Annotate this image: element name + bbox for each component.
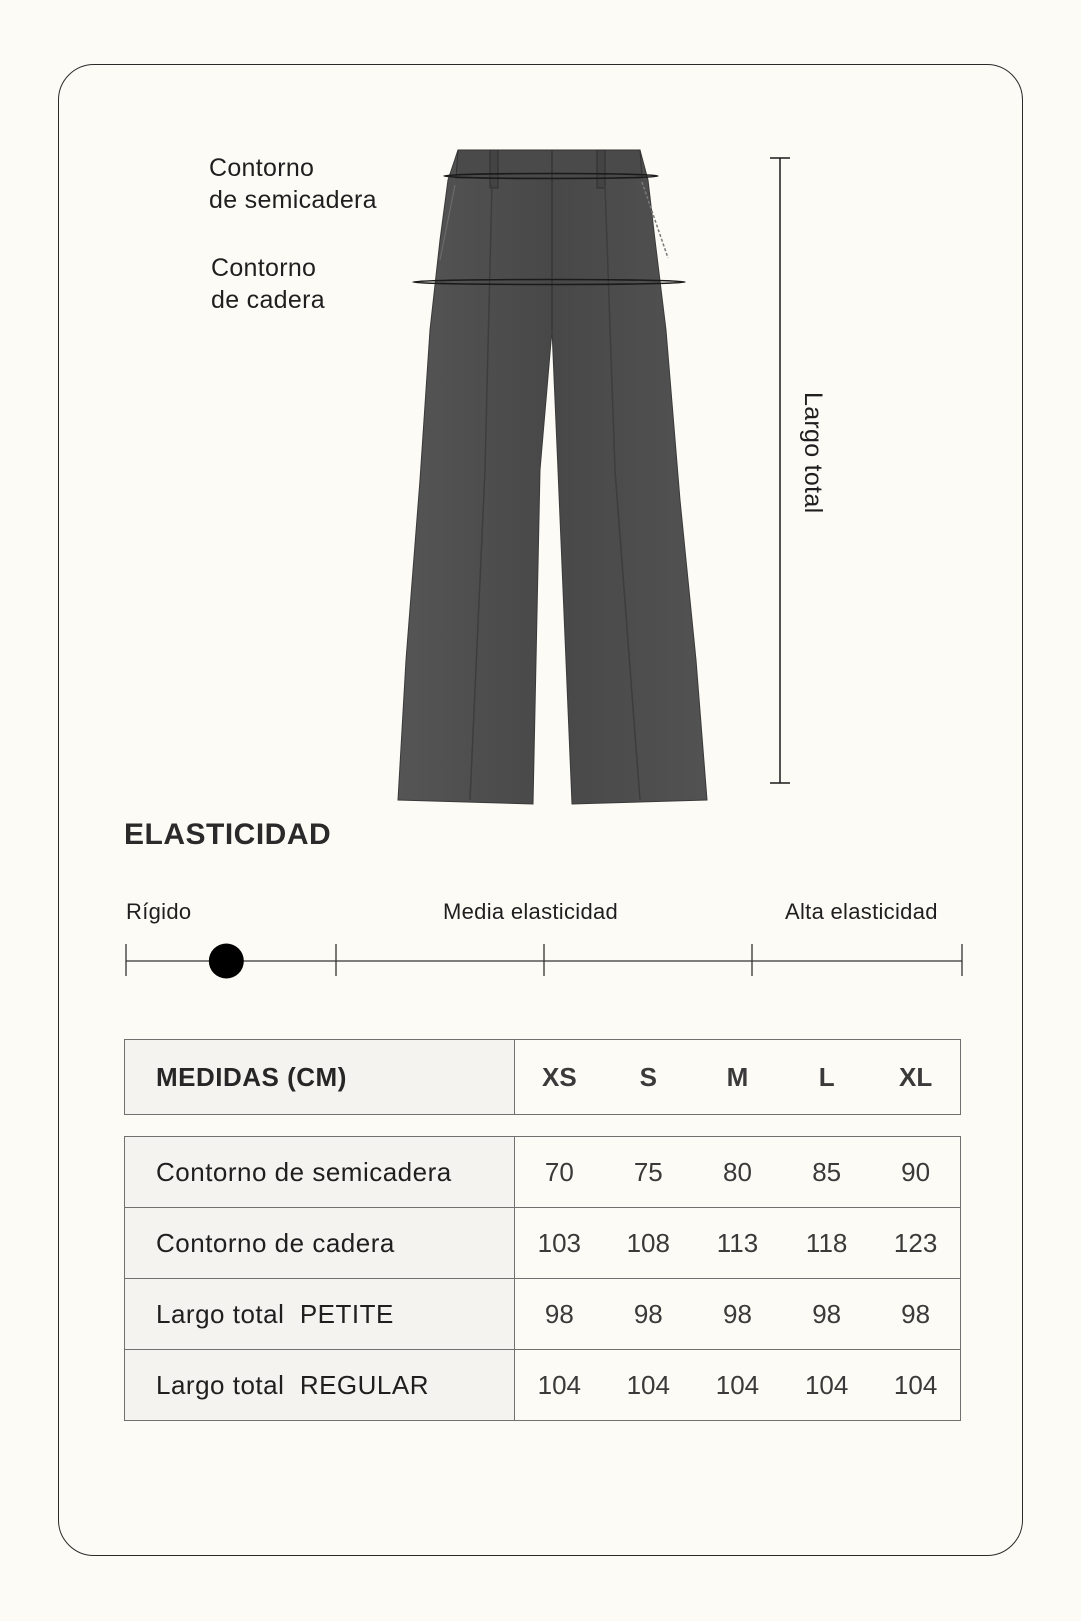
cell-value: 70 bbox=[515, 1137, 604, 1208]
row-label: Contorno de cadera bbox=[125, 1208, 515, 1279]
cell-value: 118 bbox=[782, 1208, 871, 1279]
row-label: Largo total PETITE bbox=[125, 1279, 515, 1350]
table-row bbox=[125, 1208, 961, 1279]
cell-value: 90 bbox=[871, 1137, 960, 1208]
cell-value: 98 bbox=[782, 1279, 871, 1350]
cell-value: 80 bbox=[693, 1137, 782, 1208]
scale-label-high: Alta elasticidad bbox=[785, 899, 938, 924]
cell-value: 98 bbox=[515, 1279, 604, 1350]
table-row bbox=[125, 1350, 961, 1421]
size-header-xs: XS bbox=[515, 1040, 604, 1115]
cell-value: 104 bbox=[693, 1350, 782, 1421]
total-length-marker bbox=[770, 158, 790, 783]
size-table-body bbox=[124, 1136, 961, 1421]
cell-value: 98 bbox=[871, 1279, 960, 1350]
size-header-l: L bbox=[782, 1040, 871, 1115]
scale-label-medium: Media elasticidad bbox=[443, 899, 619, 924]
elasticity-scale bbox=[0, 930, 1081, 990]
size-header-m: M bbox=[693, 1040, 782, 1115]
table-row bbox=[125, 1279, 961, 1350]
row-label: Contorno de semicadera bbox=[125, 1137, 515, 1208]
elasticity-title: ELASTICIDAD bbox=[124, 818, 332, 851]
size-header-s: S bbox=[604, 1040, 693, 1115]
scale-label-rigid: Rígido bbox=[126, 899, 192, 924]
size-table-header bbox=[124, 1039, 961, 1115]
cell-value: 85 bbox=[782, 1137, 871, 1208]
cell-value: 123 bbox=[871, 1208, 960, 1279]
cell-value: 104 bbox=[515, 1350, 604, 1421]
row-label: Largo total REGULAR bbox=[125, 1350, 515, 1421]
cell-value: 113 bbox=[693, 1208, 782, 1279]
label-semicadera: Contorno de semicadera bbox=[209, 154, 377, 214]
cell-value: 104 bbox=[782, 1350, 871, 1421]
table-row bbox=[125, 1137, 961, 1208]
cell-value: 103 bbox=[515, 1208, 604, 1279]
size-header-xl: XL bbox=[871, 1040, 960, 1115]
label-largo-total: Largo total bbox=[799, 392, 827, 514]
cell-value: 104 bbox=[604, 1350, 693, 1421]
cell-value: 104 bbox=[871, 1350, 960, 1421]
elasticity-level-dot bbox=[209, 944, 244, 979]
cell-value: 75 bbox=[604, 1137, 693, 1208]
cell-value: 98 bbox=[693, 1279, 782, 1350]
cell-value: 98 bbox=[604, 1279, 693, 1350]
label-cadera: Contorno de cadera bbox=[211, 254, 325, 314]
table-header-label: MEDIDAS (CM) bbox=[125, 1040, 515, 1115]
cell-value: 108 bbox=[604, 1208, 693, 1279]
